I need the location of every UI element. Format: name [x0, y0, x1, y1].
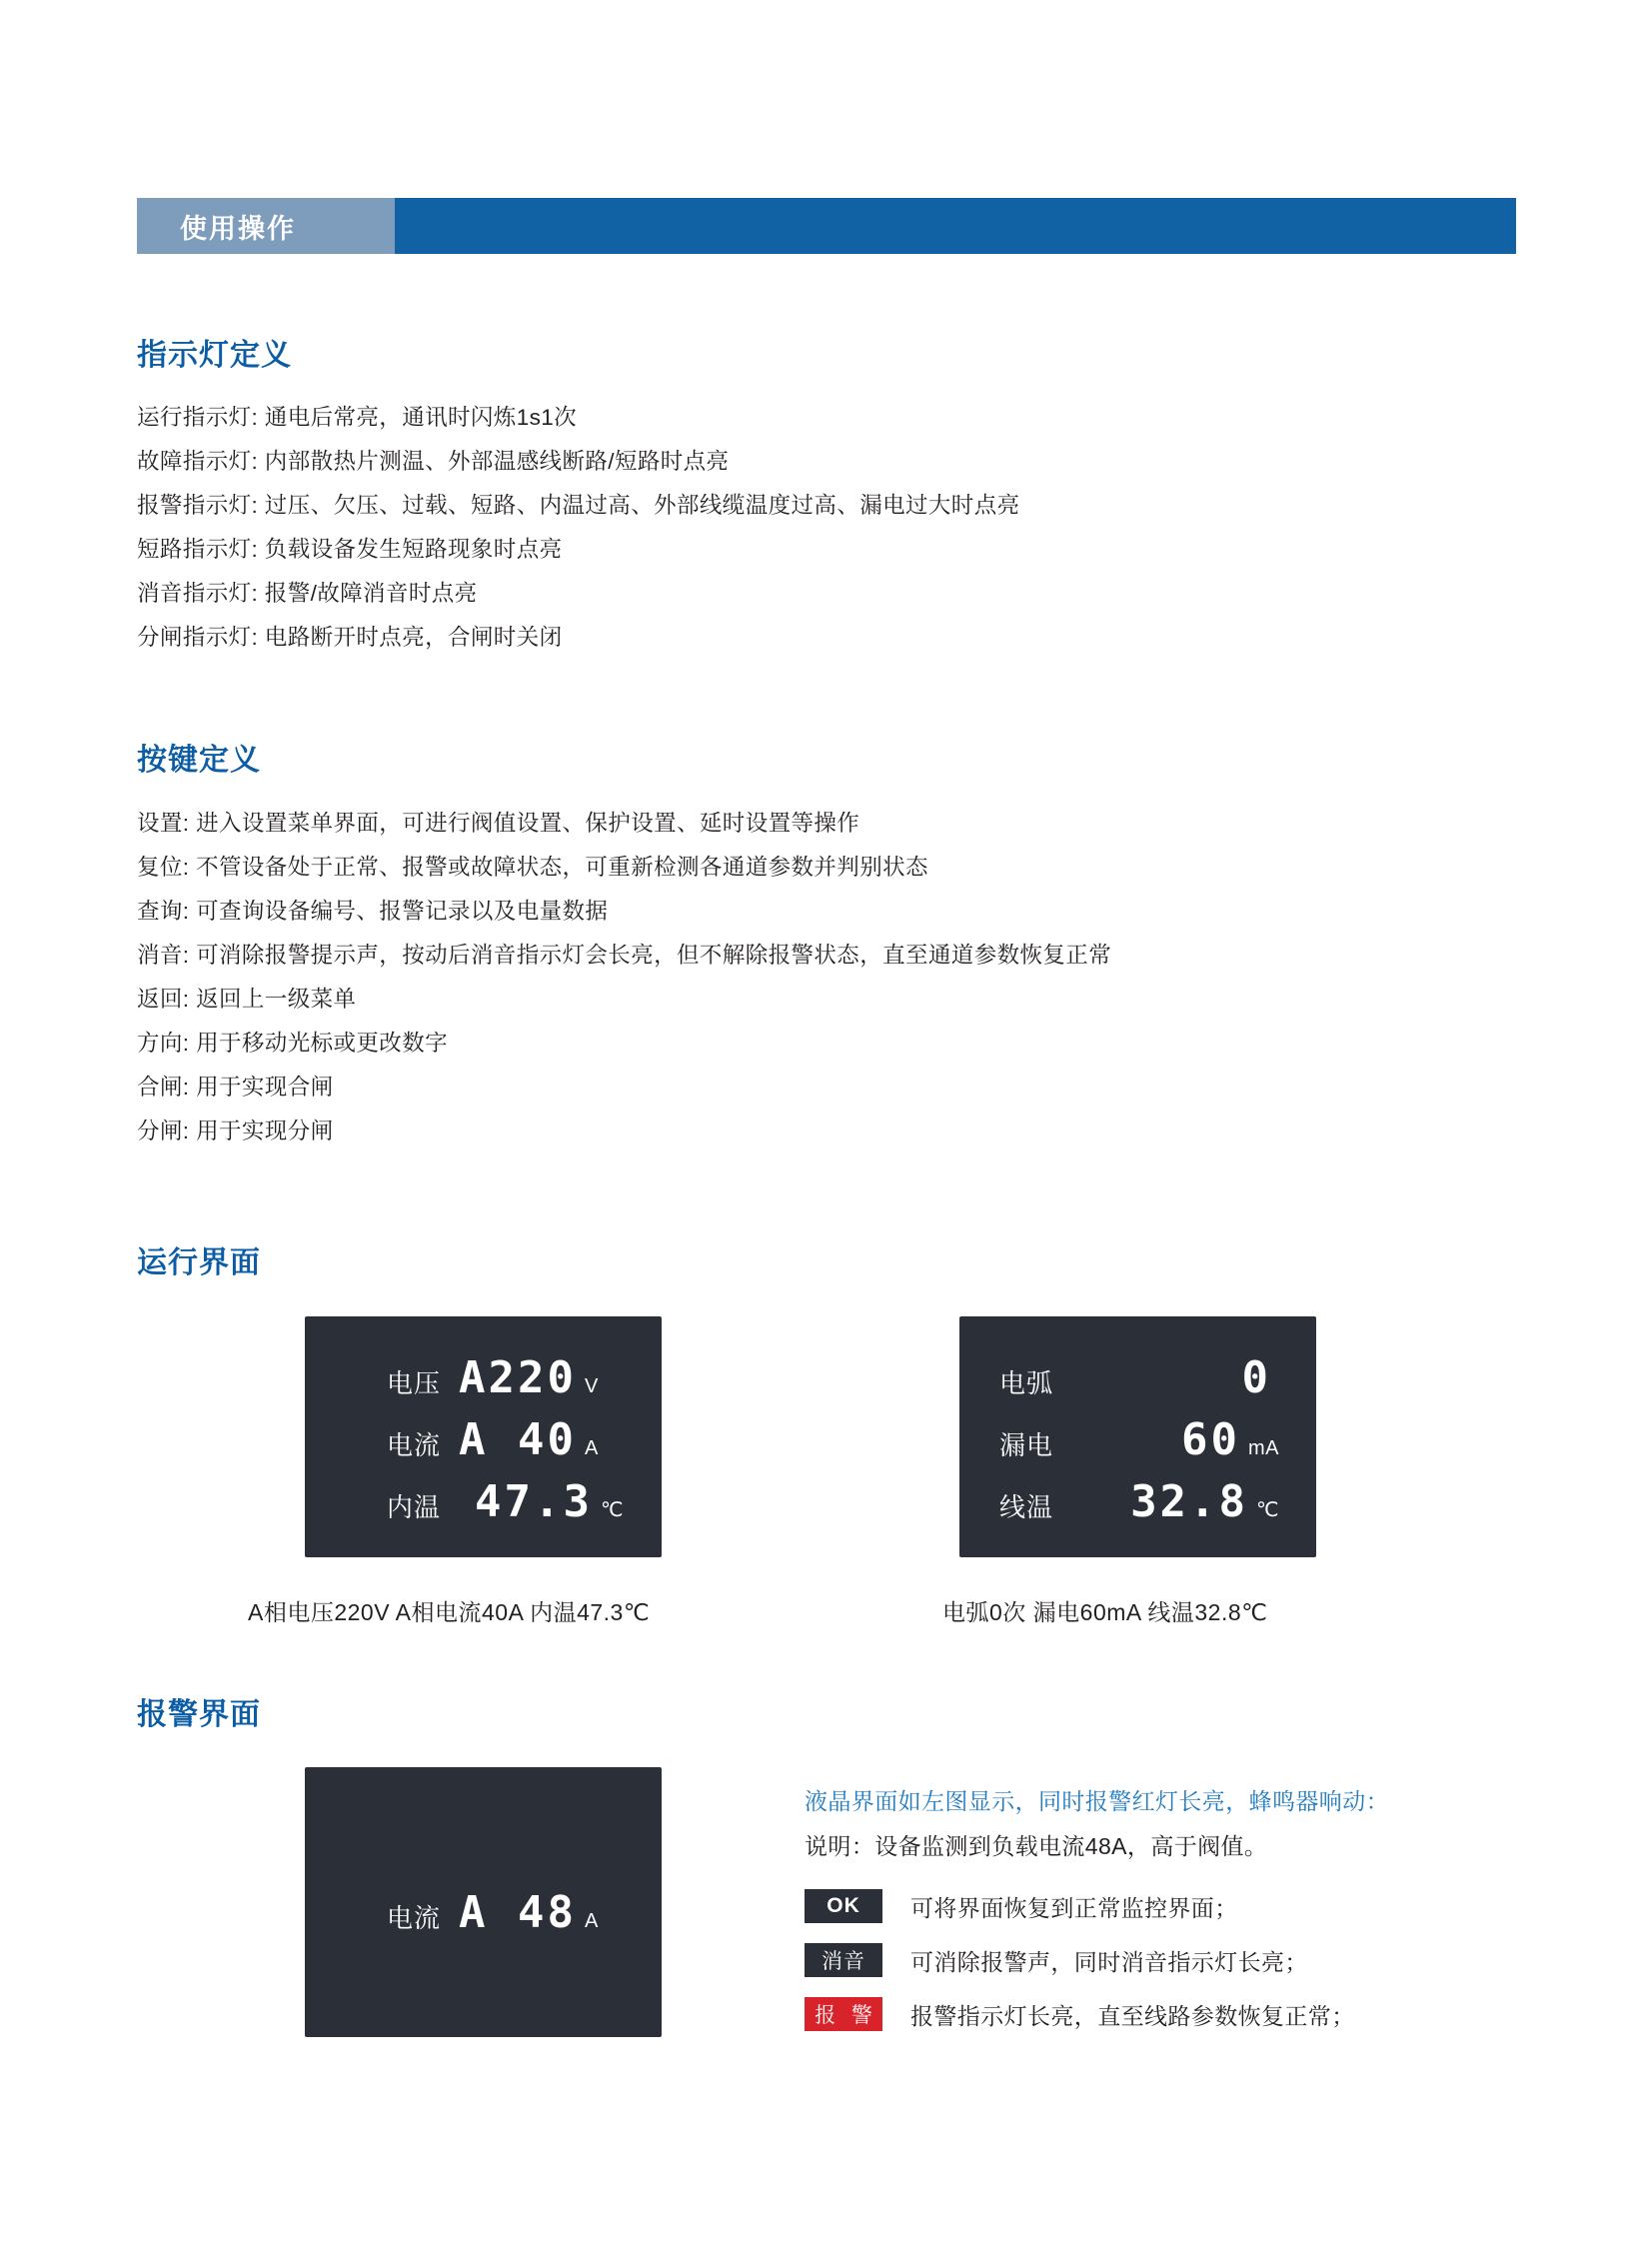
- indicator-line: 故障指示灯: 内部散热片测温、外部温感线断路/短路时点亮: [137, 449, 730, 474]
- lcd-row-unit: A: [584, 1910, 599, 1932]
- lcd-row-unit: V: [584, 1375, 599, 1397]
- heading-key-definition: 按键定义: [137, 744, 261, 777]
- key-line: 设置: 进入设置菜单界面，可进行阀值设置、保护设置、延时设置等操作: [137, 811, 860, 836]
- caption-run-left: A相电压220V A相电流40A 内温47.3℃: [248, 1599, 651, 1625]
- lcd-panel-arc-leakage-linetemp: [959, 1316, 1316, 1557]
- alarm-note-block: [805, 1779, 1389, 1869]
- banner-tab-label: 使用操作: [137, 198, 395, 254]
- heading-run-screen: 运行界面: [137, 1246, 261, 1279]
- indicator-line: 消音指示灯: 报警/故障消音时点亮: [137, 581, 478, 606]
- lcd-row-unit: mA: [1248, 1437, 1279, 1459]
- key-line: 方向: 用于移动光标或更改数字: [137, 1031, 449, 1056]
- alarm-key-row-mute: [805, 1943, 1308, 1977]
- alarm-key-row-alarm: [805, 1997, 1355, 2031]
- alarm-note-dark: 说明：设备监测到负载电流48A，高于阀值。: [805, 1833, 1268, 1859]
- lcd-row-label: 线温: [999, 1492, 1054, 1522]
- lcd-row-label: 漏电: [999, 1430, 1054, 1460]
- caption-run-right: 电弧0次 漏电60mA 线温32.8℃: [942, 1599, 1268, 1625]
- indicator-line: 运行指示灯: 通电后常亮，通讯时闪炼1s1次: [137, 405, 578, 430]
- lcd-row-label: 电流: [387, 1903, 442, 1933]
- key-line: 复位: 不管设备处于正常、报警或故障状态，可重新检测各通道参数并判别状态: [137, 855, 928, 880]
- section-banner: [137, 198, 1516, 254]
- alarm-note-blue: 液晶界面如左图显示，同时报警红灯长亮，蜂鸣器响动：: [805, 1788, 1389, 1814]
- lcd-row-unit: ℃: [600, 1499, 624, 1521]
- alarm-key-text: 可消除报警声，同时消音指示灯长亮；: [910, 1948, 1308, 1975]
- banner-bar: [395, 198, 1516, 254]
- lcd-row-value: 60: [1181, 1414, 1240, 1465]
- lcd-row-value: 32.8: [1130, 1476, 1249, 1527]
- key-line: 消音: 可消除报警提示声，按动后消音指示灯会长亮，但不解除报警状态，直至通道参数恢复正常: [137, 943, 1112, 968]
- lcd-row: [387, 1887, 599, 1938]
- lcd-row-label: 电弧: [999, 1368, 1054, 1398]
- alarm-key-text: 可将界面恢复到正常监控界面；: [910, 1894, 1238, 1921]
- key-line: 合闸: 用于实现合闸: [137, 1075, 334, 1100]
- ok-button-chip[interactable]: OK: [805, 1889, 882, 1923]
- lcd-row-value: 47.3: [475, 1476, 593, 1527]
- heading-alarm-screen: 报警界面: [137, 1698, 261, 1731]
- key-line: 返回: 返回上一级菜单: [137, 987, 357, 1012]
- lcd-row: [387, 1476, 624, 1527]
- lcd-row-label: 电流: [387, 1430, 442, 1460]
- indicator-definition-lines: [137, 396, 1476, 660]
- lcd-row-label: 内温: [387, 1492, 442, 1522]
- lcd-panel-voltage-current-temp: [305, 1316, 662, 1557]
- alarm-key-row-ok: [805, 1889, 1238, 1923]
- alarm-indicator-chip[interactable]: 报 警: [805, 1997, 882, 2031]
- lcd-row-value: A 40: [459, 1414, 577, 1465]
- key-line: 查询: 可查询设备编号、报警记录以及电量数据: [137, 899, 609, 924]
- lcd-row-unit: A: [584, 1437, 599, 1459]
- mute-button-chip[interactable]: 消音: [805, 1943, 882, 1977]
- lcd-row-value: A 48: [459, 1887, 577, 1938]
- lcd-row: [999, 1352, 1279, 1403]
- lcd-row-value: 0: [1241, 1352, 1271, 1403]
- key-line: 分闸: 用于实现分闸: [137, 1119, 334, 1143]
- alarm-key-text: 报警指示灯长亮，直至线路参数恢复正常；: [910, 2002, 1355, 2029]
- lcd-row: [387, 1352, 599, 1403]
- lcd-row: [387, 1414, 599, 1465]
- lcd-row-unit: ℃: [1256, 1499, 1279, 1521]
- lcd-row-value: A220: [459, 1352, 577, 1403]
- indicator-line: 报警指示灯: 过压、欠压、过载、短路、内温过高、外部线缆温度过高、漏电过大时点亮: [137, 493, 1020, 518]
- lcd-row-label: 电压: [387, 1368, 442, 1398]
- lcd-panel-alarm-current: [305, 1767, 662, 2037]
- lcd-row: [999, 1414, 1279, 1465]
- indicator-line: 分闸指示灯: 电路断开时点亮，合闸时关闭: [137, 625, 563, 650]
- key-definition-lines: [137, 802, 1476, 1153]
- indicator-line: 短路指示灯: 负载设备发生短路现象时点亮: [137, 537, 563, 562]
- lcd-row: [999, 1476, 1279, 1527]
- heading-indicator-definition: 指示灯定义: [137, 339, 292, 372]
